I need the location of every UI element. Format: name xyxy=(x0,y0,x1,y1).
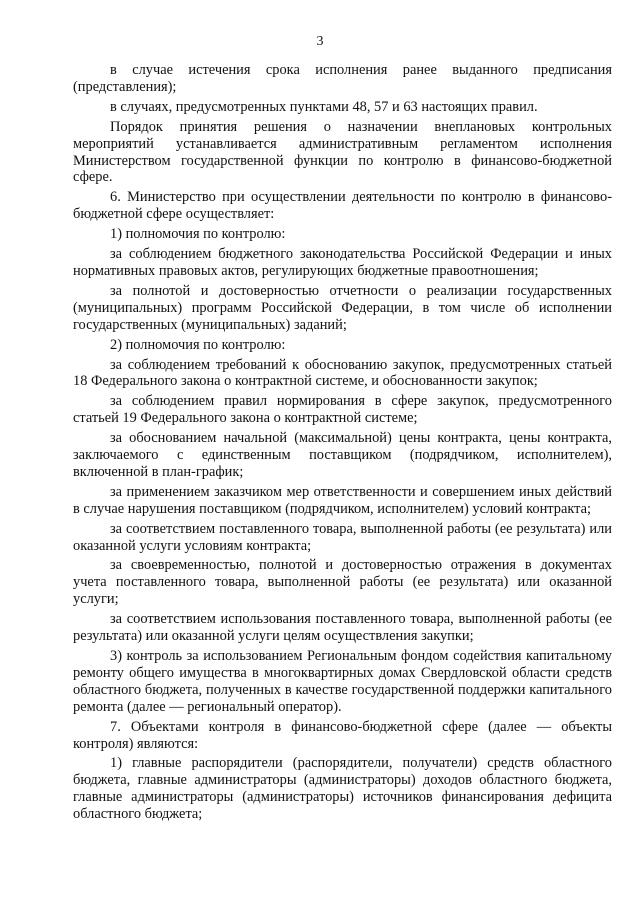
paragraph-accounting: за своевременностью, полнотой и достоверностью отражения в документах учета поставленного товара, выполненной работы (ее результата) или оказанной услуги; xyxy=(73,557,612,608)
paragraph-section-6: 6. Министерство при осуществлении деятельности по контролю в финансово-бюджетной сфере осуществляет: xyxy=(73,189,612,223)
paragraph-procurement-rules: за соблюдением правил нормирования в сфере закупок, предусмотренного статьей 19 Федерального закона о контрактной системе; xyxy=(73,393,612,427)
paragraph-conformity: за соответствием поставленного товара, выполненной работы (ее результата) или оказанной услуги условиям контракта; xyxy=(73,520,612,554)
paragraph-procurement-justification: за соблюдением требований к обоснованию закупок, предусмотренных статьей 18 Федерального закона о контрактной системе, и обоснованности закупок; xyxy=(73,356,612,390)
paragraph-budget-law: за соблюдением бюджетного законодательства Российской Федерации и иных нормативных правовых актов, регулирующих бюджетные правоотношения; xyxy=(73,246,612,279)
paragraph-powers-1: 1) полномочия по контролю: xyxy=(110,226,286,243)
paragraph-reporting: за полнотой и достоверностью отчетности о реализации государственных (муниципальных) программ Российской Федерации, в том числе об исполнении государственных (муниципальных) заданий; xyxy=(73,282,612,333)
page-number: 3 xyxy=(316,34,324,49)
paragraph-procedure: Порядок принятия решения о назначении внеплановых контрольных мероприятий устанавливается административным регламентом исполнения Министерством государственной функции по контролю в финансово-бюджетной сфере. xyxy=(73,118,612,186)
paragraph-contract-price: за обоснованием начальной (максимальной) цены контракта, цены контракта, заключаемого с единственным поставщиком (подрядчиком, исполнителем), включенной в план-график; xyxy=(73,430,612,480)
document-body xyxy=(73,62,612,823)
paragraph-expiry: в случае истечения срока исполнения ранее выданного предписания (представления); xyxy=(73,62,612,95)
paragraph-section-7: 7. Объектами контроля в финансово-бюджетной сфере (далее — объекты контроля) являются: xyxy=(73,718,612,752)
paragraph-regional-fund: 3) контроль за использованием Региональным фондом содействия капитальному ремонту общего имущества в многоквартирных домах Свердловской области средств областного бюджета, полученных в качестве государственной поддержки капитального ремонта (далее — региональный оператор). xyxy=(73,648,612,715)
paragraph-powers-2: 2) полномочия по контролю: xyxy=(110,336,286,353)
paragraph-purpose: за соответствием использования поставленного товара, выполненной работы (ее результата) или оказанной услуги целям осуществления закупки; xyxy=(73,611,612,645)
paragraph-liability: за применением заказчиком мер ответственности и совершением иных действий в случае нарушения поставщиком (подрядчиком, исполнителем) условий контракта; xyxy=(73,483,612,517)
paragraph-control-objects-1: 1) главные распорядители (распорядители, получатели) средств областного бюджета, главные администраторы (администраторы) доходов областного бюджета, главные администраторы (администраторы) источников финансирования дефицита областного бюджета; xyxy=(73,755,612,823)
paragraph-cases: в случаях, предусмотренных пунктами 48, 57 и 63 настоящих правил. xyxy=(110,98,538,115)
